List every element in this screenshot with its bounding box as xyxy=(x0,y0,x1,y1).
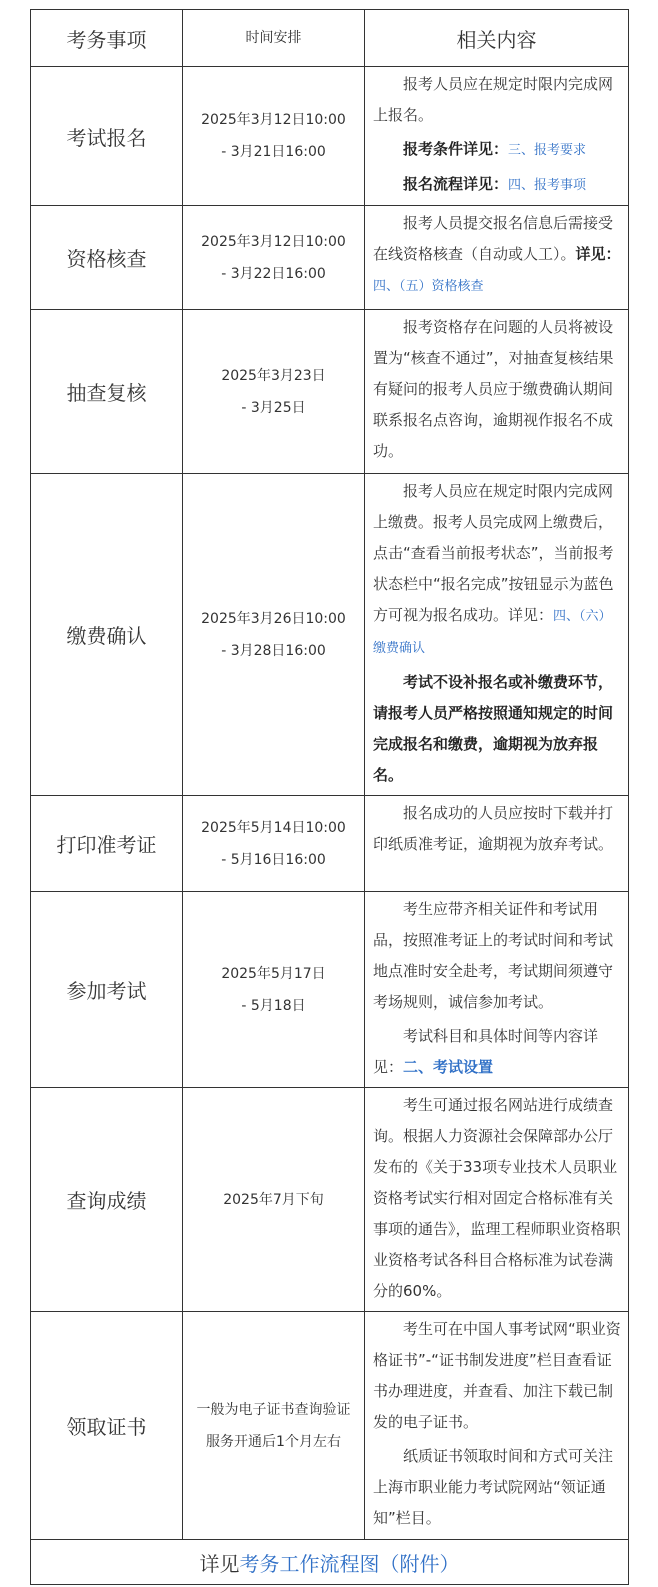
table-row xyxy=(31,67,629,206)
time-start: 2025年5月17日 xyxy=(221,965,326,982)
table-header-row xyxy=(31,10,629,67)
detail-label: 详见： xyxy=(575,245,621,263)
content-paragraph xyxy=(373,208,622,302)
content-text: 报考人员提交报名信息后需接受在线资格核查（自动或人工）。 xyxy=(373,214,614,263)
row-time xyxy=(183,310,365,474)
link-requirements[interactable]: 三、报考要求 xyxy=(508,143,587,158)
exam-schedule-table xyxy=(30,9,629,1585)
content-paragraph xyxy=(373,476,622,664)
content-text: 报考人员应在规定时限内完成网上缴费。报考人员完成网上缴费后，点击“查看当前报考状态”，当前报考状态栏中“报名完成”按钮显示为蓝色方可视为报名成功。详见： xyxy=(373,482,614,624)
footer-cell xyxy=(31,1540,629,1585)
row-content xyxy=(365,1312,629,1540)
row-content xyxy=(365,67,629,206)
time-end: - 3月25日 xyxy=(241,399,306,416)
link-exam-settings[interactable]: 二、考试设置 xyxy=(403,1058,494,1076)
content-paragraph: 报考人员应在规定时限内完成网上报名。 xyxy=(373,75,614,124)
time-end: - 3月21日16:00 xyxy=(221,144,326,160)
detail-label: 报考条件详见： xyxy=(403,140,509,158)
table-row xyxy=(31,310,629,474)
row-item: 参加考试 xyxy=(31,892,183,1088)
row-item: 资格核查 xyxy=(31,206,183,310)
time-end: - 5月16日16:00 xyxy=(221,851,326,868)
content-text: 考试科目和具体时间等内容详见： xyxy=(373,1027,599,1076)
row-time xyxy=(183,1312,365,1540)
row-item: 查询成绩 xyxy=(31,1088,183,1312)
link-registration[interactable]: 四、报考事项 xyxy=(508,178,587,193)
row-time xyxy=(183,474,365,796)
content-paragraph xyxy=(373,169,622,201)
row-item: 抽查复核 xyxy=(31,310,183,474)
header-item: 考务事项 xyxy=(31,10,183,67)
content-paragraph: 考生可通过报名网站进行成绩查询。根据人力资源社会保障部办公厅发布的《关于33项专业技术人员职业资格考试实行相对固定合格标准有关事项的通告》，监理工程师职业资格职业资格考试各科目合格标准为试卷满分的60%。 xyxy=(373,1096,621,1300)
row-content xyxy=(365,310,629,474)
time-start: 一般为电子证书查询验证服务开通后1个月左右 xyxy=(196,1401,351,1450)
row-content xyxy=(365,474,629,796)
table-row xyxy=(31,1312,629,1540)
row-item: 领取证书 xyxy=(31,1312,183,1540)
time-end: - 5月18日 xyxy=(241,997,306,1014)
content-paragraph: 报名成功的人员应按时下载并打印纸质准考证，逾期视为放弃考试。 xyxy=(373,804,614,853)
link-qualification-check[interactable]: 四、（五）资格核查 xyxy=(373,279,484,294)
content-paragraph: 报考资格存在问题的人员将被设置为“核查不通过”，对抽查复核结果有疑问的报考人员应于缴费确认期间联系报名点咨询，逾期视作报名不成功。 xyxy=(373,318,614,460)
time-start: 2025年3月23日 xyxy=(221,367,326,384)
row-time xyxy=(183,1088,365,1312)
row-time xyxy=(183,67,365,206)
table-row xyxy=(31,206,629,310)
time-start: 2025年3月12日10:00 xyxy=(201,233,346,250)
content-paragraph xyxy=(373,1021,622,1083)
row-item: 打印准考证 xyxy=(31,796,183,892)
table-row xyxy=(31,892,629,1088)
content-paragraph: 考生可在中国人事考试网“职业资格证书”-“证书制发进度”栏目查看证书办理进度，并查看、加注下载已制发的电子证书。 xyxy=(373,1320,621,1431)
footer-flowchart-link[interactable]: 考务工作流程图（附件） xyxy=(239,1551,460,1576)
row-item: 考试报名 xyxy=(31,67,183,206)
table-row xyxy=(31,474,629,796)
row-time xyxy=(183,796,365,892)
content-paragraph-bold: 考试不设补报名或补缴费环节，请报考人员严格按照通知规定的时间完成报名和缴费，逾期视为放弃报名。 xyxy=(373,673,614,784)
detail-label: 报名流程详见： xyxy=(403,175,509,193)
row-item: 缴费确认 xyxy=(31,474,183,796)
row-time xyxy=(183,206,365,310)
time-start: 2025年7月下旬 xyxy=(223,1191,324,1208)
header-time: 时间安排 xyxy=(183,10,365,67)
row-content xyxy=(365,1088,629,1312)
content-paragraph: 纸质证书领取时间和方式可关注上海市职业能力考试院网站“领证通知”栏目。 xyxy=(373,1447,614,1527)
row-content xyxy=(365,206,629,310)
time-end: - 3月28日16:00 xyxy=(221,642,326,659)
time-start: 2025年5月14日10:00 xyxy=(201,819,346,836)
link-payment-confirm[interactable]: 四、（六）缴费确认 xyxy=(373,609,612,656)
content-paragraph xyxy=(373,134,622,166)
row-content xyxy=(365,892,629,1088)
time-end: - 3月22日16:00 xyxy=(221,265,326,282)
row-time xyxy=(183,892,365,1088)
time-start: 2025年3月26日10:00 xyxy=(201,610,346,627)
header-content: 相关内容 xyxy=(365,10,629,67)
table-row xyxy=(31,1088,629,1312)
table-row xyxy=(31,796,629,892)
content-paragraph: 考生应带齐相关证件和考试用品，按照准考证上的考试时间和考试地点准时安全赴考，考试期间须遵守考场规则，诚信参加考试。 xyxy=(373,900,614,1011)
time-start: 2025年3月12日10:00 xyxy=(201,112,346,128)
footer-prefix: 详见 xyxy=(199,1551,240,1576)
table-footer-row xyxy=(31,1540,629,1585)
row-content xyxy=(365,796,629,892)
